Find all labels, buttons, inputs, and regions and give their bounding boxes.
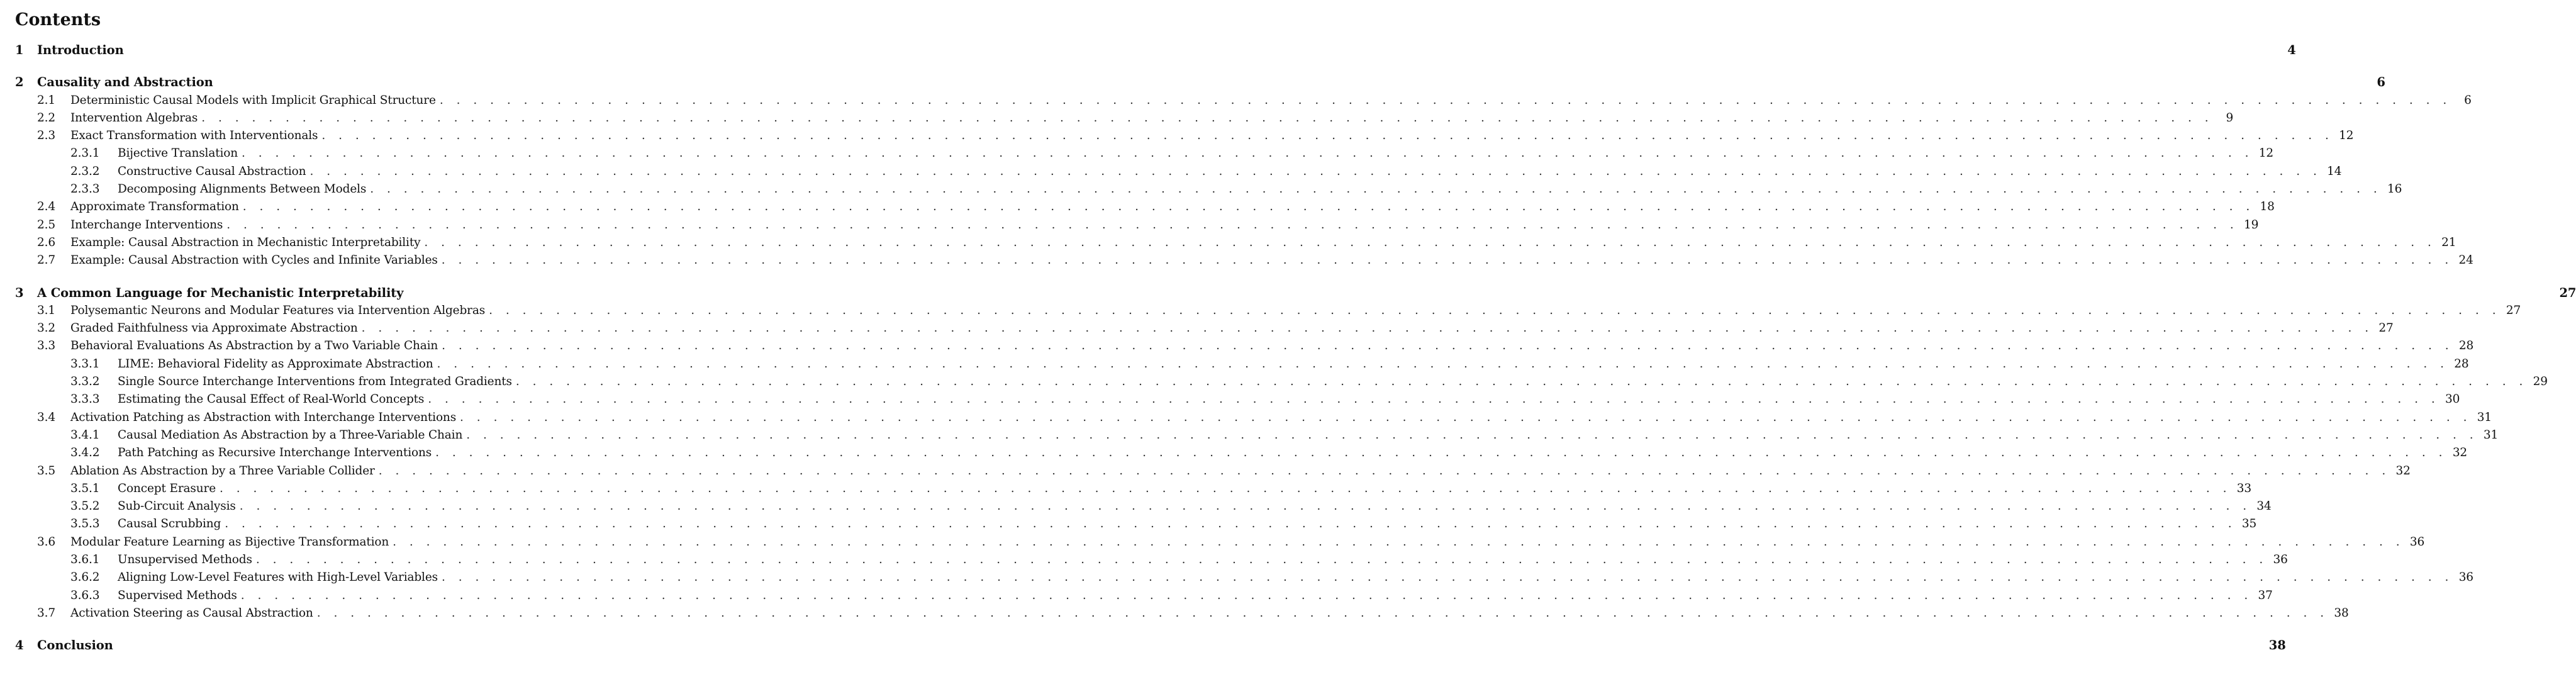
toc-entry-label: Causal Mediation As Abstraction by a Three-Variable Chain (118, 428, 463, 442)
toc-page-number: 36 (2409, 535, 2425, 549)
toc-entry-number: 3.6.2 (70, 571, 100, 585)
toc-dot-leader: . . . . . . . . . . . . . . . . . . . . . . . . . . . . . . . . . . . . . . . . . . . . . . . . . . . . . . . . . . . . . . . . . . . . . . . . . . . . . . . . . . . . . . . . . . . . . . . . . . . . . . . . . . . . . . . . . . . . . . . . (226, 218, 2239, 232)
toc-page-number: 38 (2334, 606, 2349, 620)
toc-entry-number: 2.7 (37, 254, 55, 267)
toc-dot-leader: . . . . . . . . . . . . . . . . . . . . . . . . . . . . . . . . . . . . . . . . . . . . . . . . . . . . . . . . . . . . . . . . . . . . . . . . . . . . . . . . . . . . . . . . . . . . . . . . . . . . . . . . . . . . . . . . . . . . . . . . (393, 535, 2405, 549)
toc-dot-leader: . . . . . . . . . . . . . . . . . . . . . . . . . . . . . . . . . . . . . . . . . . . . . . . . . . . . . . . . . . . . . . . . . . . . . . . . . . . . . . . . . . . . . . . . . . . . . . . . . . . . . . . . . . . . . . . . . . . . . . . . (321, 129, 2334, 143)
toc-subsection[interactable] (15, 92, 2472, 109)
toc-subsubsection[interactable] (15, 163, 2342, 181)
toc-subsubsection[interactable] (15, 569, 2473, 586)
toc-entry-label: Graded Faithfulness via Approximate Abstraction (70, 322, 358, 335)
toc-subsubsection[interactable] (15, 515, 2257, 533)
toc-page-number: 34 (2256, 500, 2272, 513)
toc-page-number: 12 (2339, 129, 2354, 143)
toc-subsection[interactable] (15, 216, 2259, 234)
toc-page-number: 28 (2454, 357, 2469, 371)
toc-page-number: 31 (2483, 428, 2499, 442)
toc-entry-number: 3.4.2 (70, 446, 100, 460)
toc-entry-label: Activation Patching as Abstraction with Interchange Interventions (70, 410, 457, 424)
toc-subsection[interactable] (15, 109, 2234, 127)
toc-subsection[interactable] (15, 198, 2275, 216)
toc-entry-label: Bijective Translation (118, 147, 238, 160)
toc-page-number: 21 (2441, 235, 2456, 249)
toc-entry-number: 3.4.1 (70, 428, 100, 442)
toc-entry-label: Causal Scrubbing (118, 517, 221, 531)
toc-entry-number: 3.4 (37, 410, 55, 424)
toc-page-number: 12 (2258, 147, 2273, 160)
toc-entry-number: 3.5.1 (70, 481, 100, 495)
toc-entry-number: 2 (15, 75, 24, 90)
toc-entry-label: Causality and Abstraction (37, 75, 213, 90)
toc-dot-leader: . . . . . . . . . . . . . . . . . . . . . . . . . . . . . . . . . . . . . . . . . . . . . . . . . . . . . . . . . . . . . . . . . . . . . . . . . . . . . . . . . . . . . . . . . . . . . . . . . . . . . . . . . . . . . . . . . . . . . . . . (242, 200, 2255, 214)
toc-page-number: 36 (2458, 571, 2473, 585)
toc-dot-leader: . . . . . . . . . . . . . . . . . . . . . . . . . . . . . . . . . . . . . . . . . . . . . . . . . . . . . . . . . . . . . . . . . . . . . . . . . . . . . . . . . . . . . . . . . . . . . . . . . . . . . . . . . . . . . . . . . . . . . . . . (370, 182, 2382, 196)
toc-title: Contents (15, 10, 101, 30)
toc-entry-number: 3.3.2 (70, 375, 100, 389)
toc-page-number: 36 (2273, 553, 2288, 567)
toc-subsection[interactable] (15, 462, 2411, 480)
toc-subsubsection[interactable] (15, 587, 2273, 605)
toc-entry-label: Single Source Interchange Interventions from Integrated Gradients (118, 375, 512, 389)
toc-entry-number: 3.6.3 (70, 588, 100, 602)
toc-entry-label: A Common Language for Mechanistic Interpretability (37, 285, 404, 300)
toc-entry-number: 1 (15, 43, 24, 57)
toc-page-number: 27 (2378, 322, 2394, 335)
toc-entry-number: 2.3.3 (70, 182, 100, 196)
toc-page-number: 30 (2445, 393, 2460, 406)
toc-page-number: 32 (2452, 446, 2468, 460)
toc-entry-number: 2.2 (37, 111, 55, 125)
toc-dot-leader: . . . . . . . . . . . . . . . . . . . . . . . . . . . . . . . . . . . . . . . . . . . . . . . . . . . . . . . . . . . . . . . . . . . . . . . . . . . . . . . . . . . . . . . . . . . . . . . . . . . . . . . . . . . . . . . . . . . . . . . . (466, 428, 2478, 442)
toc-subsubsection[interactable] (15, 444, 2468, 462)
toc-section[interactable] (15, 284, 2576, 302)
toc-subsubsection[interactable] (15, 355, 2469, 373)
toc-entry-label: Behavioral Evaluations As Abstraction by a Two Variable Chain (70, 339, 438, 353)
toc-page-number: 14 (2327, 164, 2342, 178)
toc-entry-number: 3.5.2 (70, 500, 100, 513)
toc-section[interactable] (15, 42, 2296, 59)
toc-entry-label: Ablation As Abstraction by a Three Variable Collider (70, 464, 375, 478)
toc-entry-label: LIME: Behavioral Fidelity as Approximate Abstraction (118, 357, 433, 371)
toc-entry-number: 3.7 (37, 606, 55, 620)
toc-entry-number: 4 (15, 638, 24, 653)
toc-subsubsection[interactable] (15, 498, 2272, 515)
toc-entry-number: 3.6 (37, 535, 55, 549)
toc-page-number: 6 (2377, 75, 2385, 90)
toc-entry-label: Decomposing Alignments Between Models (118, 182, 367, 196)
toc-dot-leader: . . . . . . . . . . . . . . . . . . . . . . . . . . . . . . . . . . . . . . . . . . . . . . . . . . . . . . . . . . . . . . . . . . . . . . . . . . . . . . . . . . . . . . . . . . . . . . . . . . . . . . . . . . . . . . . . . . . . . . . . (240, 588, 2253, 602)
toc-page-number: 27 (2559, 285, 2576, 300)
toc-dot-leader: . . . . . . . . . . . . . . . . . . . . . . . . . . . . . . . . . . . . . . . . . . . . . . . . . . . . . . . . . . . . . . . . . . . . . . . . . . . . . . . . . . . . . . . . . . . . . . . . . . . . . . . . . . . . . . . . . . . . . . . . (225, 517, 2237, 531)
toc-dot-leader: . . . . . . . . . . . . . . . . . . . . . . . . . . . . . . . . . . . . . . . . . . . . . . . . . . . . . . . . . . . . . . . . . . . . . . . . . . . . . . . . . . . . . . . . . . . . . . . . . . . . . . . . . . . . . . . . . . . . . . . . (439, 93, 2451, 107)
toc-page-number: 29 (2533, 375, 2548, 389)
toc-page-number: 27 (2506, 303, 2521, 317)
toc-subsubsection[interactable] (15, 480, 2251, 498)
toc-entry-label: Path Patching as Recursive Interchange Interventions (118, 446, 432, 460)
toc-subsection[interactable] (15, 320, 2394, 337)
toc-page-number: 31 (2477, 410, 2492, 424)
toc-subsubsection[interactable] (15, 181, 2402, 198)
toc-entry-label: Estimating the Causal Effect of Real-World Concepts (118, 393, 425, 406)
toc-subsection[interactable] (15, 409, 2492, 427)
toc-entry-label: Polysemantic Neurons and Modular Features via Intervention Algebras (70, 303, 486, 317)
toc-entry-number: 3.5 (37, 464, 55, 478)
toc-entry-number: 3.3.1 (70, 357, 100, 371)
toc-dot-leader: . . . . . . . . . . . . . . . . . . . . . . . . . . . . . . . . . . . . . . . . . . . . . . . . . . . . . . . . . . . . . . . . . . . . . . . . . . . . . . . . . . . . . . . . . . . . . . . . . . . . . . . . . . . . . . . . . . . . . . . . (428, 393, 2440, 406)
toc-entry-label: Interchange Interventions (70, 218, 223, 232)
toc-entry-number: 2.3 (37, 129, 55, 143)
toc-dot-leader: . . . . . . . . . . . . . . . . . . . . . . . . . . . . . . . . . . . . . . . . . . . . . . . . . . . . . . . . . . . . . . . . . . . . . . . . . . . . . . . . . . . . . . . . . . . . . . . . . . . . . . . . . . . . . . . . . . . . . . . . (489, 303, 2501, 317)
toc-entry-label: Aligning Low-Level Features with High-Level Variables (118, 571, 438, 585)
toc-subsubsection[interactable] (15, 427, 2499, 444)
toc-entry-label: Example: Causal Abstraction in Mechanistic Interpretability (70, 235, 421, 249)
toc-dot-leader: . . . . . . . . . . . . . . . . . . . . . . . . . . . . . . . . . . . . . . . . . . . . . . . . . . . . . . . . . . . . . . . . . . . . . . . . . . . . . . . . . . . . . . . . . . . . . . . . . . . . . . . . . . . . . . . . . . . . . . . . (242, 147, 2253, 160)
toc-entry-number: 3.5.3 (70, 517, 100, 531)
toc-dot-leader: . . . . . . . . . . . . . . . . . . . . . . . . . . . . . . . . . . . . . . . . . . . . . . . . . . . . . . . . . . . . . . . . . . . . . . . . . . . . . . . . . . . . . . . . . . . . . . . . . . . . . . . . . . . . . . . . . . . . . . . . (316, 606, 2329, 620)
toc-dot-leader: . . . . . . . . . . . . . . . . . . . . . . . . . . . . . . . . . . . . . . . . . . . . . . . . . . . . . . . . . . . . . . . . . . . . . . . . . . . . . . . . . . . . . . . . . . . . . . . . . . . . . . . . . . . . . . . . . . . . . . . . (378, 464, 2390, 478)
toc-dot-leader: . . . . . . . . . . . . . . . . . . . . . . . . . . . . . . . . . . . . . . . . . . . . . . . . . . . . . . . . . . . . . . . . . . . . . . . . . . . . . . . . . . . . . . . . . . . . . . . . . . . . . . . . . . . . . . . . . . . . . . . . (361, 322, 2373, 335)
toc-subsection[interactable] (15, 234, 2456, 252)
toc-entry-number: 3.6.1 (70, 553, 100, 567)
toc-entry-label: Conclusion (37, 638, 113, 653)
toc-page (15, 9, 2576, 655)
toc-dot-leader: . . . . . . . . . . . . . . . . . . . . . . . . . . . . . . . . . . . . . . . . . . . . . . . . . . . . . . . . . . . . . . . . . . . . . . . . . . . . . . . . . . . . . . . . . . . . . . . . . . . . . . . . . . . . . . . . . . . . . . . . (515, 375, 2528, 389)
toc-entry-number: 2.1 (37, 93, 55, 107)
toc-page-number: 35 (2241, 517, 2257, 531)
toc-entry-label: Example: Causal Abstraction with Cycles and Infinite Variables (70, 254, 438, 267)
toc-page-number: 9 (2226, 111, 2234, 125)
toc-section[interactable] (15, 637, 2286, 654)
toc-page-number: 16 (2387, 182, 2402, 196)
toc-subsubsection[interactable] (15, 145, 2273, 162)
toc-dot-leader: . . . . . . . . . . . . . . . . . . . . . . . . . . . . . . . . . . . . . . . . . . . . . . . . . . . . . . . . . . . . . . . . . . . . . . . . . . . . . . . . . . . . . . . . . . . . . . . . . . . . . . . . . . . . . . . . . . . . . . . . (239, 500, 2251, 513)
toc-entry-label: Modular Feature Learning as Bijective Transformation (70, 535, 389, 549)
toc-dot-leader: . . . . . . . . . . . . . . . . . . . . . . . . . . . . . . . . . . . . . . . . . . . . . . . . . . . . . . . . . . . . . . . . . . . . . . . . . . . . . . . . . . . . . . . . . . . . . . . . . . . . . . . . . . . . . . . . . . . . . . . . (442, 339, 2454, 353)
toc-dot-leader: . . . . . . . . . . . . . . . . . . . . . . . . . . . . . . . . . . . . . . . . . . . . . . . . . . . . . . . . . . . . . . . . . . . . . . . . . . . . . . . . . . . . . . . . . . . . . . . . . . . . . . . . . . . . . . . . . . . . . . . . (441, 571, 2453, 585)
toc-entry-number: 3.2 (37, 322, 55, 335)
toc-dot-leader: . . . . . . . . . . . . . . . . . . . . . . . . . . . . . . . . . . . . . . . . . . . . . . . . . . . . . . . . . . . . . . . . . . . . . . . . . . . . . . . . . . . . . . . . . . . . . . . . . . . . . . . . . . . . . . . . . . . . . . . . (435, 446, 2448, 460)
toc-subsection[interactable] (15, 252, 2473, 269)
toc-page-number: 19 (2243, 218, 2259, 232)
toc-page-number: 4 (2287, 43, 2296, 57)
toc-entry-label: Supervised Methods (118, 588, 237, 602)
toc-page-number: 32 (2395, 464, 2411, 478)
toc-dot-leader: . . . . . . . . . . . . . . . . . . . . . . . . . . . . . . . . . . . . . . . . . . . . . . . . . . . . . . . . . . . . . . . . . . . . . . . . . . . . . . . . . . . . . . . . . . . . . . . . . . . . . . . . . . . . . . . . . . . . . . . . (424, 235, 2436, 249)
toc-dot-leader: . . . . . . . . . . . . . . . . . . . . . . . . . . . . . . . . . . . . . . . . . . . . . . . . . . . . . . . . . . . . . . . . . . . . . . . . . . . . . . . . . . . . . . . . . . . . . . . . . . . . . . . . . . . . . . . . . . . . . . . . (309, 164, 2322, 178)
toc-subsection[interactable] (15, 605, 2349, 622)
toc-entry-number: 2.3.2 (70, 164, 100, 178)
toc-list (15, 42, 2576, 655)
toc-entry-number: 2.5 (37, 218, 55, 232)
toc-entry-label: Sub-Circuit Analysis (118, 500, 236, 513)
toc-entry-label: Introduction (37, 43, 124, 57)
toc-section[interactable] (15, 74, 2385, 91)
toc-entry-number: 3.1 (37, 303, 55, 317)
toc-dot-leader: . . . . . . . . . . . . . . . . . . . . . . . . . . . . . . . . . . . . . . . . . . . . . . . . . . . . . . . . . . . . . . . . . . . . . . . . . . . . . . . . . . . . . . . . . . . . . . . . . . . . . . . . . . . . . . . . . . . . . . . . (441, 254, 2453, 267)
toc-entry-label: Constructive Causal Abstraction (118, 164, 306, 178)
toc-entry-number: 2.4 (37, 200, 55, 214)
toc-dot-leader: . . . . . . . . . . . . . . . . . . . . . . . . . . . . . . . . . . . . . . . . . . . . . . . . . . . . . . . . . . . . . . . . . . . . . . . . . . . . . . . . . . . . . . . . . . . . . . . . . . . . . . . . . . . . . . . . . . . . . . . . (201, 111, 2214, 125)
toc-page-number: 28 (2458, 339, 2474, 353)
toc-entry-number: 3.3 (37, 339, 55, 353)
toc-entry-number: 2.6 (37, 235, 55, 249)
toc-page-number: 6 (2464, 93, 2472, 107)
toc-entry-label: Activation Steering as Causal Abstraction (70, 606, 313, 620)
toc-entry-label: Concept Erasure (118, 481, 216, 495)
toc-subsection[interactable] (15, 534, 2425, 551)
toc-entry-label: Exact Transformation with Interventionals (70, 129, 318, 143)
toc-subsection[interactable] (15, 127, 2354, 145)
toc-entry-label: Deterministic Causal Models with Implicit Graphical Structure (70, 93, 436, 107)
toc-entry-label: Intervention Algebras (70, 111, 198, 125)
toc-entry-label: Approximate Transformation (70, 200, 239, 214)
toc-dot-leader: . . . . . . . . . . . . . . . . . . . . . . . . . . . . . . . . . . . . . . . . . . . . . . . . . . . . . . . . . . . . . . . . . . . . . . . . . . . . . . . . . . . . . . . . . . . . . . . . . . . . . . . . . . . . . . . . . . . . . . . . (220, 481, 2231, 495)
toc-subsection[interactable] (15, 337, 2474, 355)
toc-subsubsection[interactable] (15, 551, 2288, 569)
toc-page-number: 33 (2236, 481, 2251, 495)
toc-page-number: 24 (2458, 254, 2473, 267)
toc-dot-leader: . . . . . . . . . . . . . . . . . . . . . . . . . . . . . . . . . . . . . . . . . . . . . . . . . . . . . . . . . . . . . . . . . . . . . . . . . . . . . . . . . . . . . . . . . . . . . . . . . . . . . . . . . . . . . . . . . . . . . . . . (255, 553, 2268, 567)
toc-dot-leader: . . . . . . . . . . . . . . . . . . . . . . . . . . . . . . . . . . . . . . . . . . . . . . . . . . . . . . . . . . . . . . . . . . . . . . . . . . . . . . . . . . . . . . . . . . . . . . . . . . . . . . . . . . . . . . . . . . . . . . . . (460, 410, 2472, 424)
toc-entry-label: Unsupervised Methods (118, 553, 252, 567)
toc-page-number: 37 (2258, 588, 2273, 602)
toc-subsubsection[interactable] (15, 391, 2460, 408)
toc-page-number: 18 (2260, 200, 2275, 214)
toc-entry-number: 3.3.3 (70, 393, 100, 406)
toc-page-number: 38 (2268, 638, 2286, 653)
toc-subsection[interactable] (15, 302, 2521, 320)
toc-dot-leader: . . . . . . . . . . . . . . . . . . . . . . . . . . . . . . . . . . . . . . . . . . . . . . . . . . . . . . . . . . . . . . . . . . . . . . . . . . . . . . . . . . . . . . . . . . . . . . . . . . . . . . . . . . . . . . . . . . . . . . . . (437, 357, 2449, 371)
toc-entry-number: 3 (15, 285, 24, 300)
toc-entry-number: 2.3.1 (70, 147, 100, 160)
toc-subsubsection[interactable] (15, 373, 2548, 391)
